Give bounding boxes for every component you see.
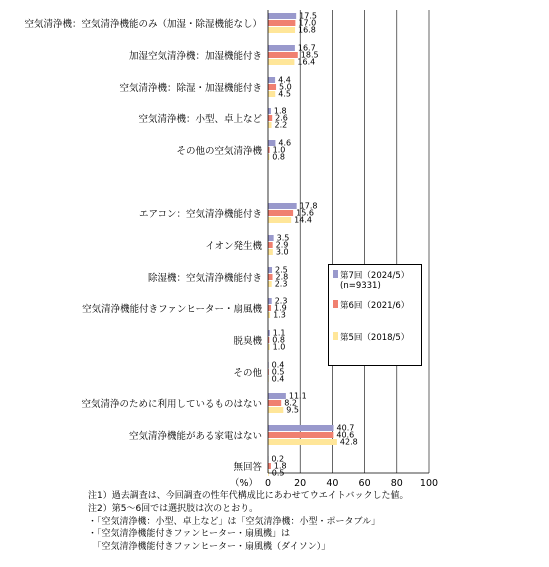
- value-label-1-9: 1.9: [274, 303, 287, 313]
- value-label-1-6: 15.6: [296, 208, 314, 218]
- value-label-0-10: 1.1: [272, 328, 286, 338]
- bar-0-7: [268, 235, 274, 241]
- bar-1-13: [268, 432, 333, 438]
- value-label-1-13: 40.6: [336, 430, 355, 440]
- value-label-1-3: 2.6: [275, 113, 288, 123]
- bar-0-9: [268, 298, 272, 304]
- bar-1-9: [268, 305, 271, 311]
- legend-label-2018: 第5回（2018/5）: [340, 333, 410, 343]
- value-label-0-9: 2.3: [274, 296, 288, 306]
- x-tick-label-4: 80: [390, 478, 403, 489]
- category-label-10: 脱臭機: [233, 336, 262, 347]
- bar-2-6: [268, 217, 291, 223]
- category-label-12: 空気清浄のために利用しているものはない: [81, 399, 262, 410]
- bar-1-6: [268, 210, 293, 216]
- value-label-2-13: 42.8: [339, 437, 358, 447]
- bar-0-6: [268, 203, 297, 209]
- category-label-1: 加湿空気清浄機：加湿機能付き: [128, 51, 262, 62]
- value-label-2-14: 0.5: [271, 468, 285, 478]
- bar-2-1: [268, 59, 294, 65]
- legend-swatch-2018: [333, 332, 338, 340]
- bar-0-8: [268, 267, 272, 273]
- bar-0-0: [268, 13, 296, 19]
- value-label-0-8: 2.5: [275, 265, 288, 275]
- value-label-0-2: 4.4: [278, 75, 291, 85]
- note-line-5: 「空気清浄機能付きファンヒーター・扇風機（ダイソン）」: [88, 542, 331, 553]
- bar-2-7: [268, 249, 273, 255]
- value-label-2-8: 2.3: [274, 279, 288, 289]
- value-label-2-10: 1.0: [272, 342, 286, 352]
- value-label-0-0: 17.5: [299, 11, 317, 21]
- bar-1-8: [268, 274, 273, 280]
- bar-1-3: [268, 115, 272, 121]
- value-label-1-10: 0.8: [272, 335, 286, 345]
- legend-item-2018: [333, 331, 409, 343]
- value-label-0-12: 11.1: [288, 391, 307, 401]
- x-tick-label-3: 60: [358, 478, 371, 489]
- x-tick-label-1: 20: [294, 478, 307, 489]
- value-label-0-3: 1.8: [273, 106, 287, 116]
- bar-2-13: [268, 439, 337, 445]
- bar-2-8: [268, 281, 272, 287]
- category-label-0: 空気清浄機：空気清浄機能のみ（加湿・除湿機能なし）: [24, 19, 262, 30]
- value-label-2-0: 16.8: [298, 25, 316, 35]
- bar-2-0: [268, 27, 295, 33]
- bar-1-12: [268, 400, 281, 406]
- value-label-0-11: 0.4: [271, 360, 285, 370]
- legend-item-2021: [333, 299, 409, 311]
- legend-label-2024: 第7回（2024/5）: [340, 271, 410, 281]
- bar-2-12: [268, 407, 283, 413]
- value-label-2-4: 0.8: [272, 152, 286, 162]
- category-label-14: 無回答: [233, 462, 262, 473]
- legend-swatch-2024: [333, 270, 338, 278]
- x-tick-label-2: 40: [326, 478, 339, 489]
- note-line-3: ・「空気清浄機：小型、卓上など」は「空気清浄機：小型・ポータブル」: [88, 516, 381, 527]
- bar-1-7: [268, 242, 273, 248]
- value-label-1-7: 2.9: [275, 240, 289, 250]
- category-label-7: イオン発生機: [205, 241, 262, 252]
- category-label-13: 空気清浄機能がある家電はない: [128, 431, 262, 442]
- bar-2-2: [268, 91, 275, 97]
- value-label-1-8: 2.8: [275, 272, 289, 282]
- bar-0-12: [268, 393, 286, 399]
- value-label-0-1: 16.7: [297, 43, 316, 53]
- category-label-4: その他の空気清浄機: [176, 146, 262, 157]
- bar-0-2: [268, 77, 275, 83]
- value-label-0-13: 40.7: [336, 423, 355, 433]
- category-label-9: 空気清浄機能付きファンヒーター・扇風機: [82, 304, 262, 315]
- bar-1-2: [268, 84, 276, 90]
- note-line-4: ・「空気清浄機能付きファンヒーター・扇風機」は: [88, 529, 290, 540]
- value-label-2-11: 0.4: [271, 374, 285, 384]
- legend-item-2024: [333, 269, 409, 281]
- value-label-2-6: 14.4: [294, 215, 312, 225]
- value-label-2-7: 3.0: [275, 247, 289, 257]
- value-label-2-1: 16.4: [297, 57, 316, 67]
- category-label-6: エアコン：空気清浄機能付き: [138, 209, 262, 220]
- legend-swatch-2021: [333, 300, 338, 308]
- value-label-1-14: 1.8: [273, 461, 287, 471]
- value-label-2-9: 1.3: [273, 310, 286, 320]
- bar-1-1: [268, 52, 298, 58]
- value-label-2-3: 2.2: [274, 120, 288, 130]
- value-label-0-14: 0.2: [271, 454, 285, 464]
- value-label-1-11: 0.5: [271, 367, 285, 377]
- value-label-1-12: 8.2: [284, 398, 297, 408]
- category-label-2: 空気清浄機：除湿・加湿機能付き: [119, 83, 262, 94]
- bar-0-13: [268, 425, 334, 431]
- x-tick-label-5: 100: [419, 478, 439, 489]
- bar-2-3: [268, 122, 272, 128]
- value-label-0-6: 17.8: [299, 201, 318, 211]
- bar-0-3: [268, 108, 271, 114]
- category-label-3: 空気清浄機：小型、卓上など: [138, 114, 262, 125]
- x-tick-label-0: 0: [264, 478, 272, 489]
- value-label-1-0: 17.0: [298, 18, 317, 28]
- category-label-8: 除湿機：空気清浄機能付き: [147, 273, 262, 284]
- bar-0-1: [268, 45, 295, 51]
- x-axis-unit: （%）: [229, 478, 258, 489]
- note-line-1: 注1）過去調査は、今回調査の性年代構成比にあわせてウエイトバックした値。: [88, 491, 409, 501]
- value-label-1-1: 18.5: [300, 50, 319, 60]
- legend-sample-note: (n=9331): [340, 281, 381, 291]
- category-label-11: その他: [233, 368, 262, 379]
- value-label-2-12: 9.5: [286, 405, 300, 415]
- chart-legend: [328, 264, 422, 366]
- bar-1-14: [268, 463, 271, 469]
- value-label-0-4: 4.6: [278, 138, 292, 148]
- value-label-1-4: 1.0: [272, 145, 286, 155]
- value-label-1-2: 5.0: [279, 82, 292, 92]
- legend-label-2021: 第6回（2021/6）: [340, 301, 410, 311]
- note-line-2: 注2）第5～6回では選択肢は次のとおり。: [88, 503, 259, 514]
- value-label-0-7: 3.5: [276, 233, 290, 243]
- chart-notes: [88, 490, 409, 554]
- value-label-2-2: 4.5: [278, 89, 291, 99]
- bar-1-0: [268, 20, 295, 26]
